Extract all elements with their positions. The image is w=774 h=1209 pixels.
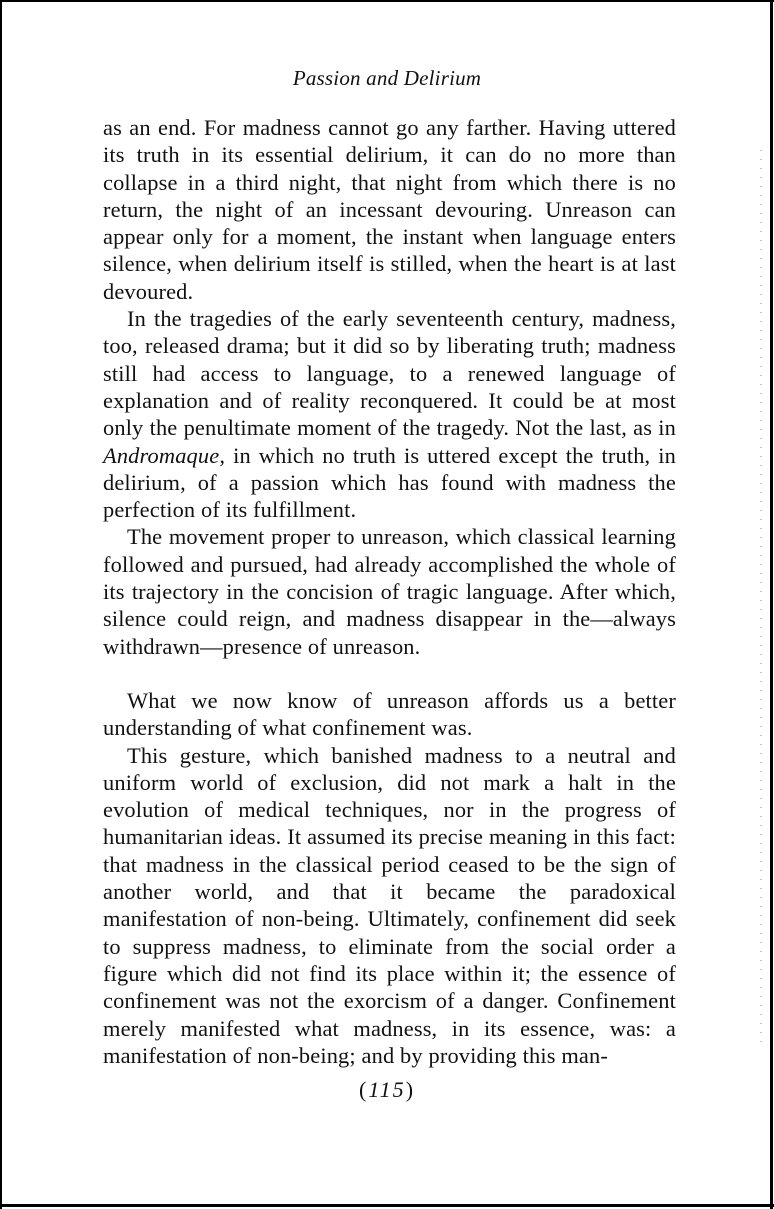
scan-border-right [770,0,773,1209]
paragraph-2-before: In the tragedies of the early seventeenth century, madness, too, released drama; but it did so by liberating truth; madness still had access to language, to a renewed language of explanation and of reality reconquered. It could be at most only the penultimate moment of the tragedy. Not the last, as in [103,306,676,441]
page-number [0,1077,774,1103]
running-head: Passion and Delirium [292,66,482,90]
paragraph-4: What we now know of unreason affords us a better understanding of what confinement was. [103,687,676,741]
gutter-shadow [760,150,762,1050]
scan-border-left [0,0,2,1209]
paragraph-1: as an end. For madness cannot go any farther. Having uttered its truth in its essential delirium, it can do no more than collapse in a third night, that night from which there is no return, the night of an incessant devouring. Unreason can appear only for a moment, the instant when language enters silence, when delirium itself is stilled, when the heart is at last devoured. [103,115,676,304]
paragraph-3: The movement proper to unreason, which classical learning followed and pursued, had already accomplished the whole of its trajectory in the concision of tragic language. After which, silence could reign, and madness disappear in the—always withdrawn—presence of unreason. [103,524,676,659]
page-number-value: 115 [368,1077,406,1102]
paragraph-2-after: in which no truth is uttered except the truth, in delirium, of a passion which has found with madness the perfection of its fulfillment. [103,442,676,523]
page-number-close: ) [405,1077,416,1102]
paragraph-2 [103,305,676,523]
scan-border-top [0,0,774,2]
paragraph-5: This gesture, which banished madness to a neutral and uniform world of exclusion, did not mark a halt in the evolution of medical techniques, nor in the progress of humanitarian ideas. It assumed its precise meaning in this fact: that madness in the classical period ceased to be the sign of another world, and that it became the paradoxical manifestation of non-being. Ultimately, confinement did seek to suppress madness, to eliminate from the social order a figure which did not find its place within it; the essence of confinement was not the exorcism of a danger. Confinement merely manifested what madness, in its essence, was: a manifestation of non-being; and by providing this man- [103,742,676,1068]
work-title-andromaque: Andromaque, [103,442,226,468]
scan-border-bottom [0,1204,774,1207]
page-number-open: ( [358,1077,369,1102]
body-text [103,114,676,1069]
